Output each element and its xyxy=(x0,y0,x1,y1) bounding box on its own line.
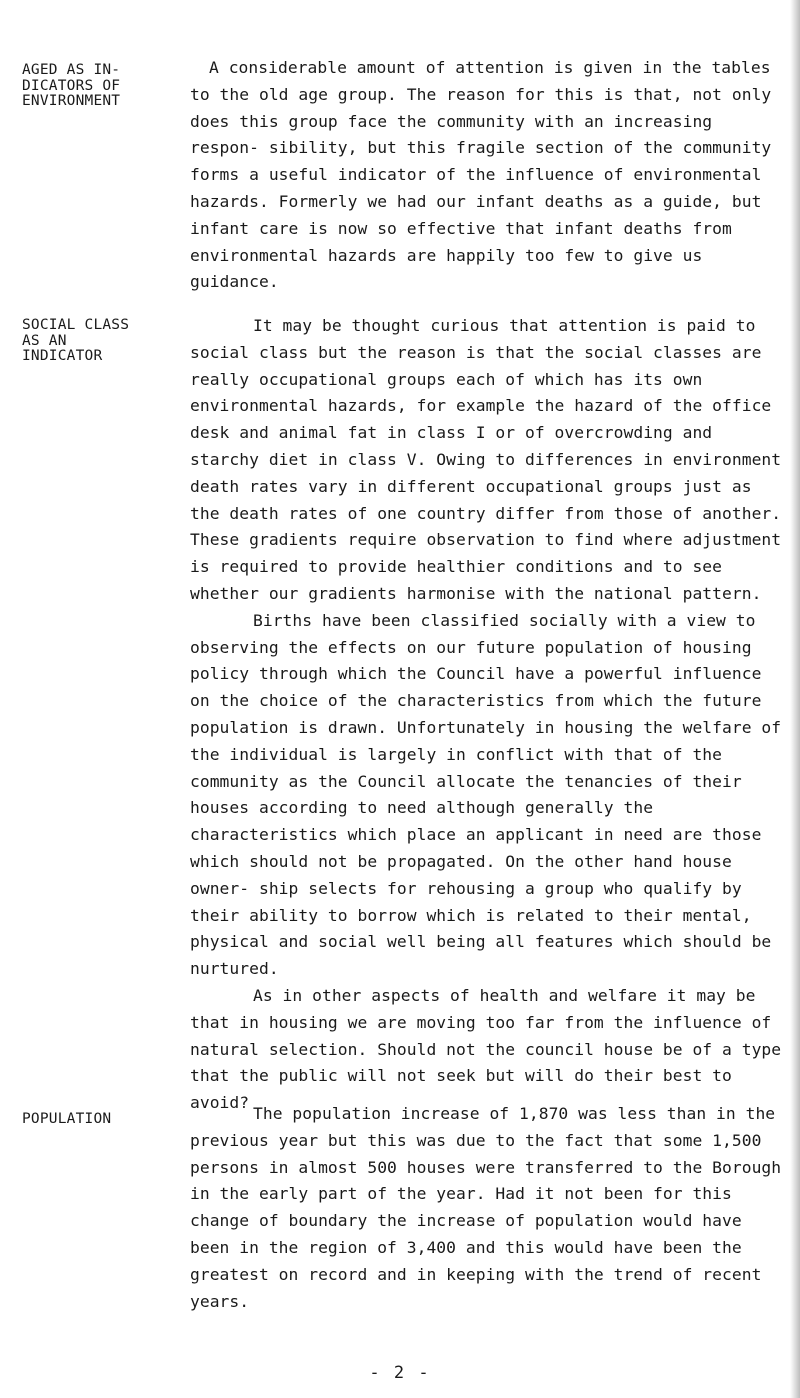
page-edge-shadow xyxy=(790,0,800,1398)
section-heading-population: POPULATION xyxy=(22,1111,112,1127)
section-heading-aged: AGED AS IN- DICATORS OF ENVIRONMENT xyxy=(22,62,121,109)
paragraph: The population increase of 1,870 was less than in the previous year but this was due to the fact that some 1,500 persons in almost 500 houses were transferred to the Borough in the early part of the year. Had it not been for this change of boundary the increase of population would have been in the region of 3,400 and this would have been the greatest on record and in keeping with the trend of recent years. xyxy=(190,1104,782,1311)
section-body-social-class xyxy=(190,313,786,1117)
paragraph: As in other aspects of health and welfare it may be that in housing we are moving too far from the influence of natural selection. Should not the council house be of a type that the public will not seek but will do their best to avoid? xyxy=(190,985,782,1113)
paragraph: It may be thought curious that attention is paid to social class but the reason is that the social classes are really occupational groups each of which has its own environmental hazards, for example the hazard of the office desk and animal fat in class I or of overcrowding and starchy diet in class V. Owing to differences in environment death rates vary in different occupational groups just as the death rates of one country differ from those of another. These gradients require observation to find where adjustment is required to provide healthier conditions and to see whether our gradients harmonise with the national pattern. xyxy=(190,316,782,603)
paragraph: A considerable amount of attention is given in the tables to the old age group. The reason for this is that, not only does this group face the community with an increasing respon- sibility, but this fragile section of the community forms a useful indicator of the influence of environmental hazards. Formerly we had our infant deaths as a guide, but infant care is now so effective that infant deaths from environmental hazards are happily too few to give us guidance. xyxy=(190,58,772,292)
section-body-aged xyxy=(190,55,786,296)
section-heading-social-class: SOCIAL CLASS AS AN INDICATOR xyxy=(22,317,130,364)
section-body-population xyxy=(190,1101,786,1315)
paragraph: Births have been classified socially with a view to observing the effects on our future population of housing policy through which the Council have a powerful influence on the choice of the characteristics from which the future population is drawn. Unfortunately in housing the welfare of the individual is largely in conflict with that of the community as the Council allocate the tenancies of their houses according to need although generally the characteristics which place an applicant in need are those which should not be propagated. On the other hand house owner- ship selects for rehousing a group who qualify by their ability to borrow which is related to their mental, physical and social well being all features which should be nurtured. xyxy=(190,610,782,979)
page-number: - 2 - xyxy=(369,1363,431,1383)
